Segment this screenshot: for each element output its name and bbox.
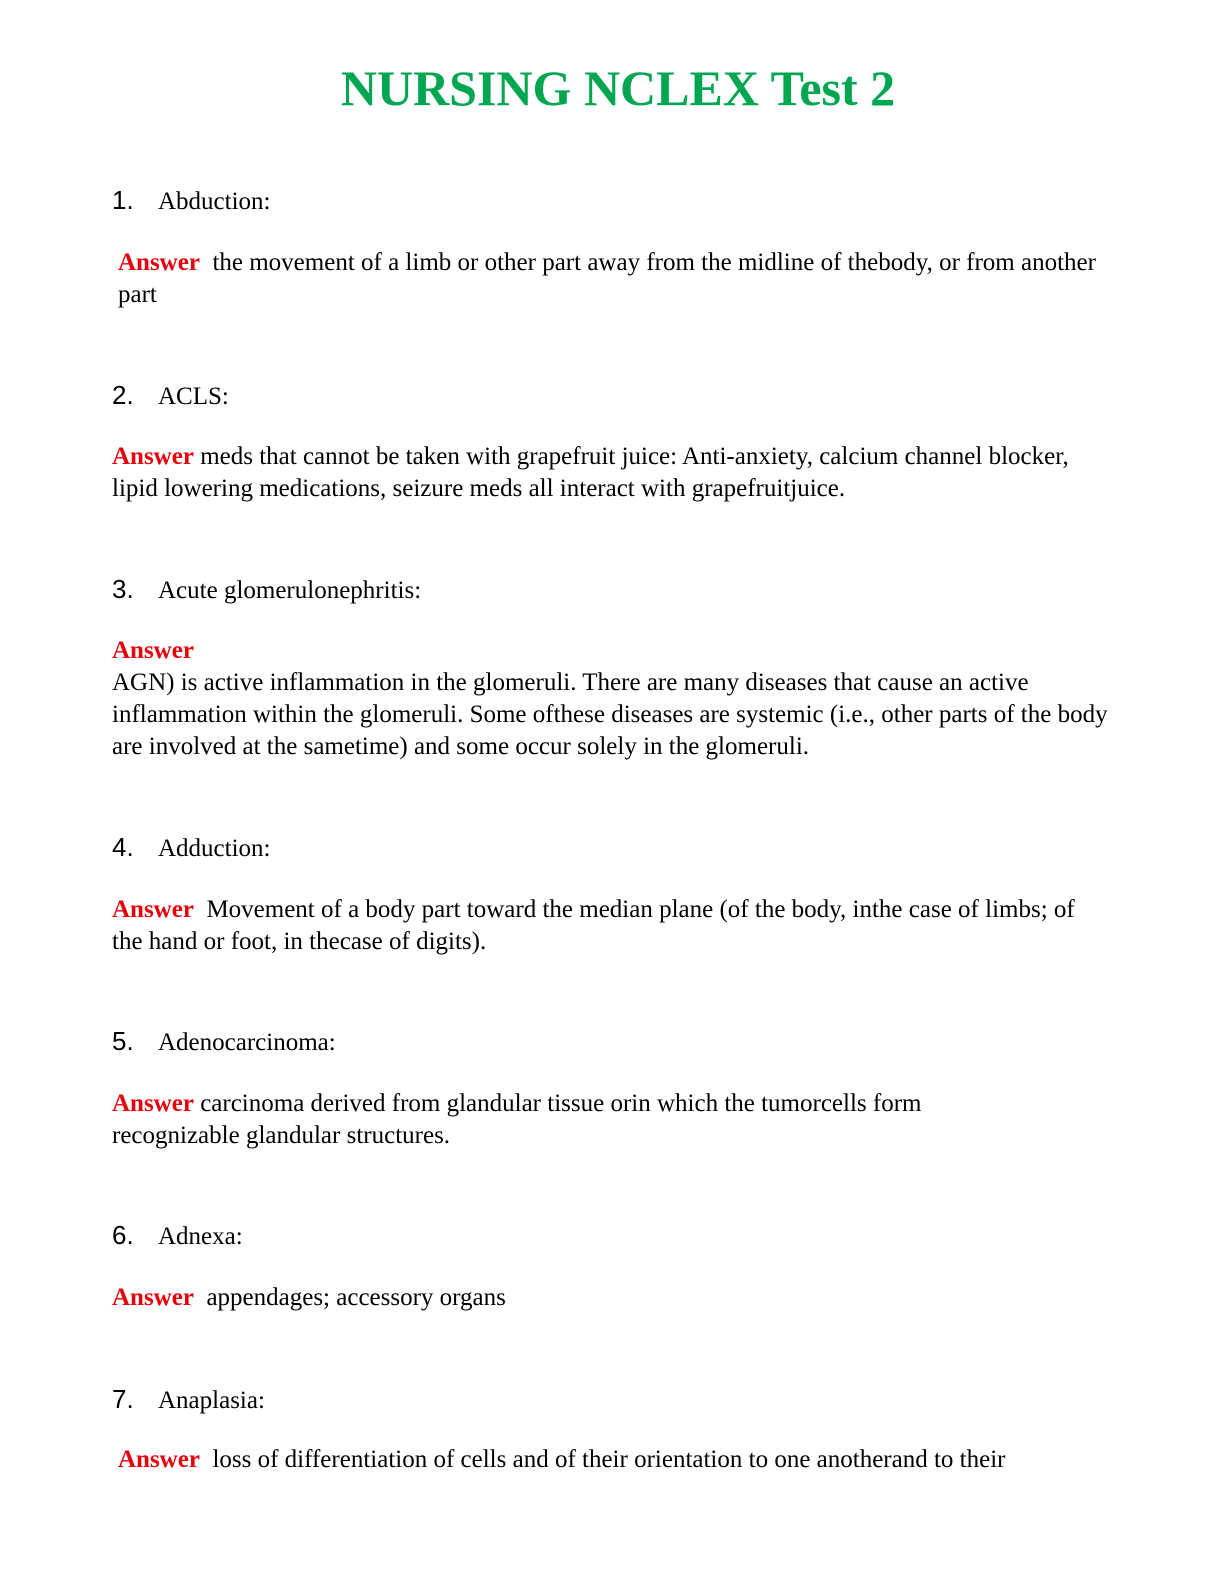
question-number: 1.: [112, 185, 134, 215]
question-term: Acute glomerulonephritis:: [158, 577, 422, 604]
answer-label: Answer: [112, 443, 194, 470]
question-7: [112, 1383, 1122, 1417]
answer-6: [112, 1282, 1122, 1314]
answer-text: AGN) is active inflammation in the glomeruli. There are many diseases that cause an active inflammation within the glomeruli. Some ofthese diseases are systemic (i.e., other parts of the body are involved at the sametime) and some occur solely in the glomeruli.: [112, 669, 1114, 760]
question-3: [112, 573, 1122, 607]
question-term: Adenocarcinoma:: [158, 1029, 336, 1056]
question-1: [112, 184, 1122, 218]
question-term: Adduction:: [158, 835, 271, 862]
question-6: [112, 1219, 1122, 1253]
document-title: NURSING NCLEX Test 2: [340, 60, 896, 116]
answer-text: Movement of a body part toward the median plane (of the body, inthe case of limbs; of the hand or foot, in thecase of digits).: [112, 896, 1081, 955]
answer-2: [112, 441, 1102, 505]
question-term: Abduction:: [158, 188, 271, 215]
question-term: ACLS:: [158, 383, 229, 410]
answer-label: Answer: [118, 1446, 200, 1473]
question-4: [112, 831, 1122, 865]
answer-label: Answer: [112, 637, 194, 664]
answer-text: carcinoma derived from glandular tissue orin which the tumorcells form recognizable glandular structures.: [112, 1090, 928, 1149]
answer-label: Answer: [112, 1090, 194, 1117]
answer-3: [112, 635, 1112, 763]
answer-7: [118, 1444, 1128, 1476]
answer-text: meds that cannot be taken with grapefruit juice: Anti-anxiety, calcium channel blocker, lipid lowering medications, seizure meds all interact with grapefruitjuice.: [112, 443, 1076, 502]
answer-text: loss of differentiation of cells and of their orientation to one anotherand to their: [212, 1446, 1006, 1473]
question-number: 2.: [112, 380, 134, 410]
answer-5: [112, 1088, 1032, 1152]
question-term: Adnexa:: [158, 1223, 243, 1250]
question-number: 7.: [112, 1384, 134, 1414]
answer-label: Answer: [112, 896, 194, 923]
answer-text: the movement of a limb or other part away from the midline of thebody, or from another part: [118, 249, 1103, 308]
question-number: 6.: [112, 1220, 134, 1250]
answer-text: appendages; accessory organs: [206, 1284, 506, 1311]
question-2: [112, 379, 1122, 413]
answer-4: [112, 894, 1092, 958]
question-number: 5.: [112, 1026, 134, 1056]
question-term: Anaplasia:: [158, 1387, 265, 1414]
answer-1: [118, 247, 1118, 311]
answer-label: Answer: [118, 249, 200, 276]
question-number: 3.: [112, 574, 134, 604]
question-number: 4.: [112, 832, 134, 862]
answer-label: Answer: [112, 1284, 194, 1311]
question-5: [112, 1025, 1122, 1059]
